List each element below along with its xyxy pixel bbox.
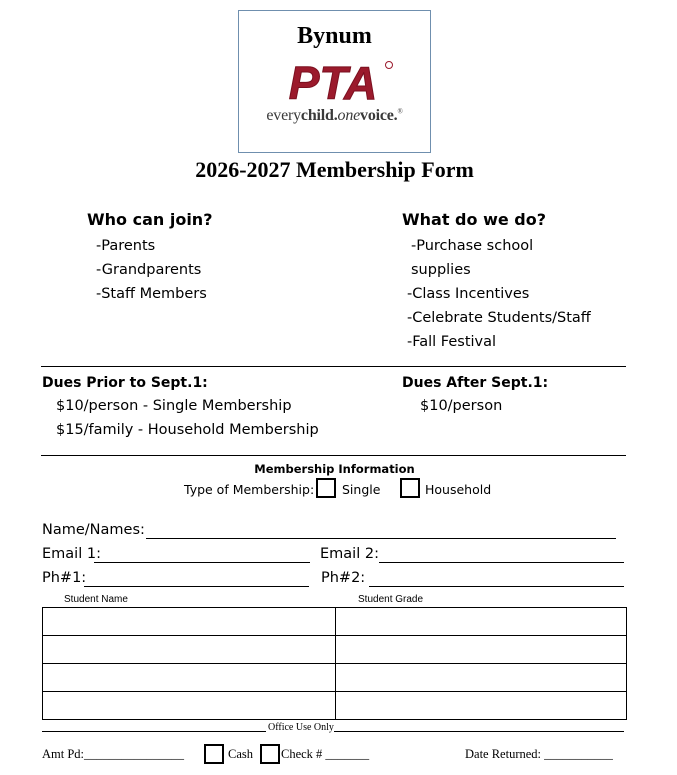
what-item: -Celebrate Students/Staff <box>407 310 591 326</box>
student-name-cell[interactable] <box>43 664 336 692</box>
dues-after-heading: Dues After Sept.1: <box>402 375 549 391</box>
single-checkbox[interactable] <box>316 478 336 498</box>
household-checkbox[interactable] <box>400 478 420 498</box>
date-returned-field[interactable]: Date Returned: ___________ <box>465 747 613 761</box>
table-row <box>43 608 627 636</box>
pta-logo <box>238 10 431 153</box>
table-row <box>43 664 627 692</box>
divider <box>41 455 626 456</box>
household-label: Household <box>425 482 492 497</box>
student-name-cell[interactable] <box>43 608 336 636</box>
pta-wordmark <box>275 55 395 115</box>
logo-slogan: everychild.onevoice.® <box>266 107 403 124</box>
email1-label: Email 1: <box>42 546 101 562</box>
check-checkbox[interactable] <box>260 744 280 764</box>
who-item: -Grandparents <box>96 262 202 278</box>
student-name-header: Student Name <box>64 594 128 605</box>
student-name-cell[interactable] <box>43 692 336 720</box>
what-item: -Fall Festival <box>407 334 497 350</box>
student-grade-cell[interactable] <box>336 636 627 664</box>
who-item: -Parents <box>96 238 156 254</box>
office-use-label: Office Use Only <box>268 722 334 733</box>
dues-prior-item: $10/person - Single Membership <box>56 398 292 414</box>
single-label: Single <box>342 482 381 497</box>
membership-type-label: Type of Membership: <box>184 482 315 497</box>
names-field[interactable] <box>146 538 616 539</box>
ph2-field[interactable] <box>369 586 624 587</box>
names-label: Name/Names: <box>42 522 145 538</box>
what-item: supplies <box>411 262 471 278</box>
cash-checkbox[interactable] <box>204 744 224 764</box>
dues-prior-heading: Dues Prior to Sept.1: <box>42 375 208 391</box>
table-row <box>43 692 627 720</box>
ph1-field[interactable] <box>84 586 309 587</box>
student-grade-cell[interactable] <box>336 692 627 720</box>
check-number-field[interactable]: Check # _______ <box>281 747 370 761</box>
student-table <box>42 607 627 720</box>
amount-paid-field[interactable]: Amt Pd:________________ <box>42 747 185 761</box>
what-item: -Class Incentives <box>407 286 530 302</box>
what-item: -Purchase school <box>411 238 534 254</box>
email1-field[interactable] <box>94 562 310 563</box>
office-divider-right <box>334 731 624 732</box>
table-row <box>43 636 627 664</box>
email2-field[interactable] <box>379 562 624 563</box>
student-grade-cell[interactable] <box>336 664 627 692</box>
membership-heading: Membership Information <box>254 462 415 476</box>
who-heading: Who can join? <box>87 210 213 229</box>
student-grade-cell[interactable] <box>336 608 627 636</box>
office-divider-left <box>42 731 266 732</box>
what-heading: What do we do? <box>402 210 546 229</box>
dues-prior-item: $15/family - Household Membership <box>56 422 319 438</box>
divider <box>41 366 626 367</box>
student-grade-header: Student Grade <box>358 594 424 605</box>
cash-label: Cash <box>228 747 253 761</box>
school-name: Bynum <box>297 23 372 49</box>
pta-brand-text: PTA <box>288 57 378 109</box>
dues-after-item: $10/person <box>420 398 503 414</box>
ph1-label: Ph#1: <box>42 570 87 586</box>
email2-label: Email 2: <box>320 546 379 562</box>
page-title: 2026-2027 Membership Form <box>195 157 474 182</box>
student-name-cell[interactable] <box>43 636 336 664</box>
who-item: -Staff Members <box>96 286 207 302</box>
ph2-label: Ph#2: <box>321 570 366 586</box>
